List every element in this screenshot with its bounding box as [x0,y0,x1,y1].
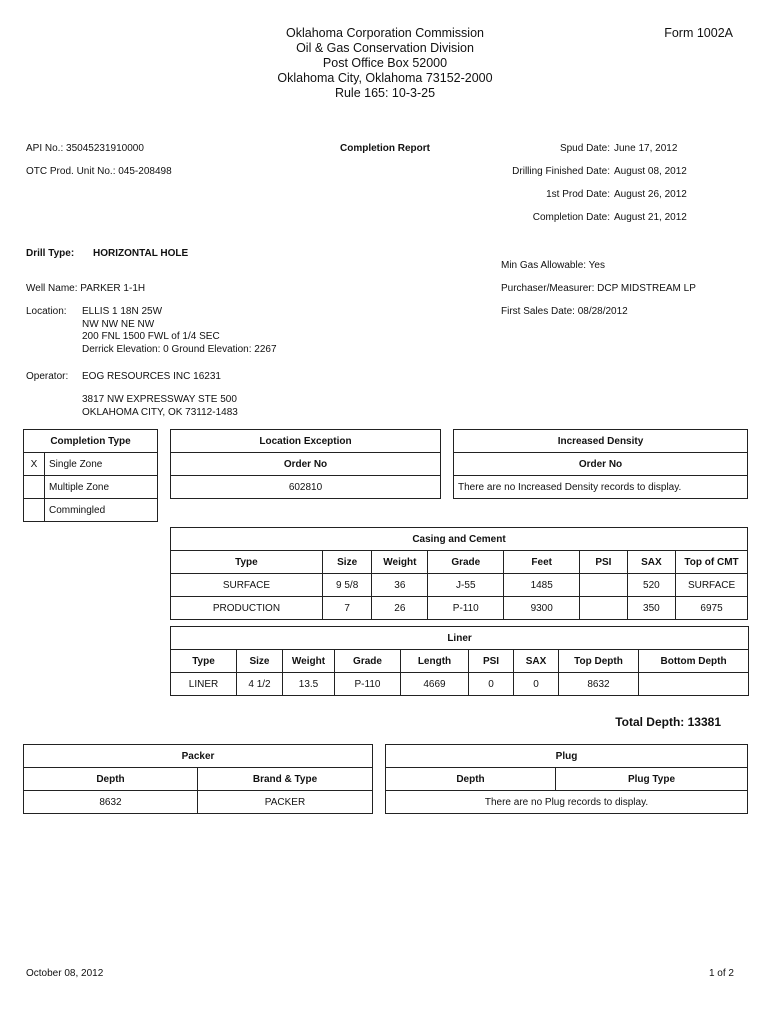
liner-header: Grade [335,650,401,673]
page-number: 1 of 2 [708,968,734,979]
location-line: ELLIS 1 18N 25W [82,306,163,317]
location-exception-col: Order No [171,453,441,476]
table-row [171,597,748,620]
spud-date-value: June 17, 2012 [614,143,678,154]
plug-header: Plug Type [556,768,748,791]
casing-header: Grade [428,551,504,574]
location-exception-table [170,429,441,499]
casing-cell: 6975 [676,597,748,620]
header-line: Oklahoma City, Oklahoma 73152-2000 [277,71,493,85]
single-zone-label: Single Zone [45,453,158,476]
commingled-mark [24,499,45,522]
completion-date-label: Completion Date: [532,212,610,223]
plug-title: Plug [386,745,748,768]
liner-cell: P-110 [335,673,401,696]
casing-header: Size [322,551,372,574]
table-row [24,791,373,814]
table-row [171,673,749,696]
liner-cell: 0 [469,673,514,696]
casing-cell: 9 5/8 [322,574,372,597]
casing-cell: 36 [372,574,428,597]
operator-address-line: 3817 NW EXPRESSWAY STE 500 [82,394,237,405]
form-number: Form 1002A [664,26,733,40]
liner-header: Bottom Depth [639,650,749,673]
completion-date-value: August 21, 2012 [614,212,687,223]
min-gas-allowable: Min Gas Allowable: Yes [501,260,605,271]
packer-header: Brand & Type [198,768,373,791]
drill-type-label: Drill Type: [26,248,75,259]
purchaser: Purchaser/Measurer: DCP MIDSTREAM LP [501,283,696,294]
liner-header: Length [401,650,469,673]
first-sales-date: First Sales Date: 08/28/2012 [501,306,628,317]
report-title: Completion Report [340,143,430,154]
casing-header: Weight [372,551,428,574]
increased-density-empty: There are no Increased Density records to display. [454,476,748,499]
casing-cell: 9300 [504,597,580,620]
casing-cell [580,574,627,597]
total-depth: Total Depth: 13381 [615,715,721,729]
liner-cell: 0 [514,673,559,696]
first-prod-label: 1st Prod Date: [546,189,610,200]
plug-header: Depth [386,768,556,791]
casing-header: PSI [580,551,627,574]
completion-type-table [23,429,158,522]
plug-table [385,744,748,814]
liner-cell: LINER [171,673,237,696]
first-prod-value: August 26, 2012 [614,189,687,200]
drilling-finished-label: Drilling Finished Date: [512,166,610,177]
casing-header: Top of CMT [676,551,748,574]
increased-density-col: Order No [454,453,748,476]
casing-cell: 520 [627,574,676,597]
casing-cell: J-55 [428,574,504,597]
single-zone-mark: X [24,453,45,476]
location-exception-order: 602810 [171,476,441,499]
operator-label: Operator: [26,371,69,382]
liner-table [170,626,749,696]
multiple-zone-mark [24,476,45,499]
packer-title: Packer [24,745,373,768]
casing-cell: 350 [627,597,676,620]
api-number: API No.: 35045231910000 [26,143,144,154]
liner-title: Liner [171,627,749,650]
header-line: Oil & Gas Conservation Division [296,41,474,55]
footer-date: October 08, 2012 [26,968,104,979]
casing-cement-table [170,527,748,620]
liner-cell [639,673,749,696]
casing-header: Type [171,551,323,574]
casing-cell: P-110 [428,597,504,620]
casing-header: Feet [504,551,580,574]
liner-header: PSI [469,650,514,673]
location-line: Derrick Elevation: 0 Ground Elevation: 2267 [82,343,277,355]
header-line: Oklahoma Corporation Commission [286,26,484,40]
operator-name: EOG RESOURCES INC 16231 [82,371,221,382]
location-line: 200 FNL 1500 FWL of 1/4 SEC [82,331,220,342]
liner-header: Type [171,650,237,673]
completion-type-title: Completion Type [24,430,158,453]
location-label: Location: [26,306,67,317]
table-row [171,574,748,597]
casing-cell [580,597,627,620]
casing-header: SAX [627,551,676,574]
liner-cell: 8632 [559,673,639,696]
liner-header: Top Depth [559,650,639,673]
increased-density-table [453,429,748,499]
commingled-label: Commingled [45,499,158,522]
casing-cell: SURFACE [676,574,748,597]
casing-cell: 7 [322,597,372,620]
operator-address-line: OKLAHOMA CITY, OK 73112-1483 [82,406,238,418]
casing-cell: PRODUCTION [171,597,323,620]
operator-address [82,394,238,419]
liner-cell: 4 1/2 [237,673,283,696]
header-line: Post Office Box 52000 [322,56,448,70]
location-exception-title: Location Exception [171,430,441,453]
packer-header: Depth [24,768,198,791]
increased-density-title: Increased Density [454,430,748,453]
location-line: NW NW NE NW [82,318,155,330]
liner-cell: 13.5 [283,673,335,696]
casing-title: Casing and Cement [171,528,748,551]
header-line: Rule 165: 10-3-25 [334,86,436,100]
drill-type-value: HORIZONTAL HOLE [93,248,189,259]
multiple-zone-label: Multiple Zone [45,476,158,499]
otc-unit-number: OTC Prod. Unit No.: 045-208498 [26,166,172,177]
casing-cell: 1485 [504,574,580,597]
well-name: Well Name: PARKER 1-1H [26,283,146,294]
packer-cell: PACKER [198,791,373,814]
spud-date-label: Spud Date: [559,143,610,154]
location-block [82,306,277,356]
packer-table [23,744,373,814]
liner-header: SAX [514,650,559,673]
drilling-finished-value: August 08, 2012 [614,166,687,177]
packer-cell: 8632 [24,791,198,814]
liner-header: Weight [283,650,335,673]
agency-header [0,26,770,101]
casing-cell: 26 [372,597,428,620]
plug-empty: There are no Plug records to display. [386,791,748,814]
liner-header: Size [237,650,283,673]
liner-cell: 4669 [401,673,469,696]
casing-cell: SURFACE [171,574,323,597]
